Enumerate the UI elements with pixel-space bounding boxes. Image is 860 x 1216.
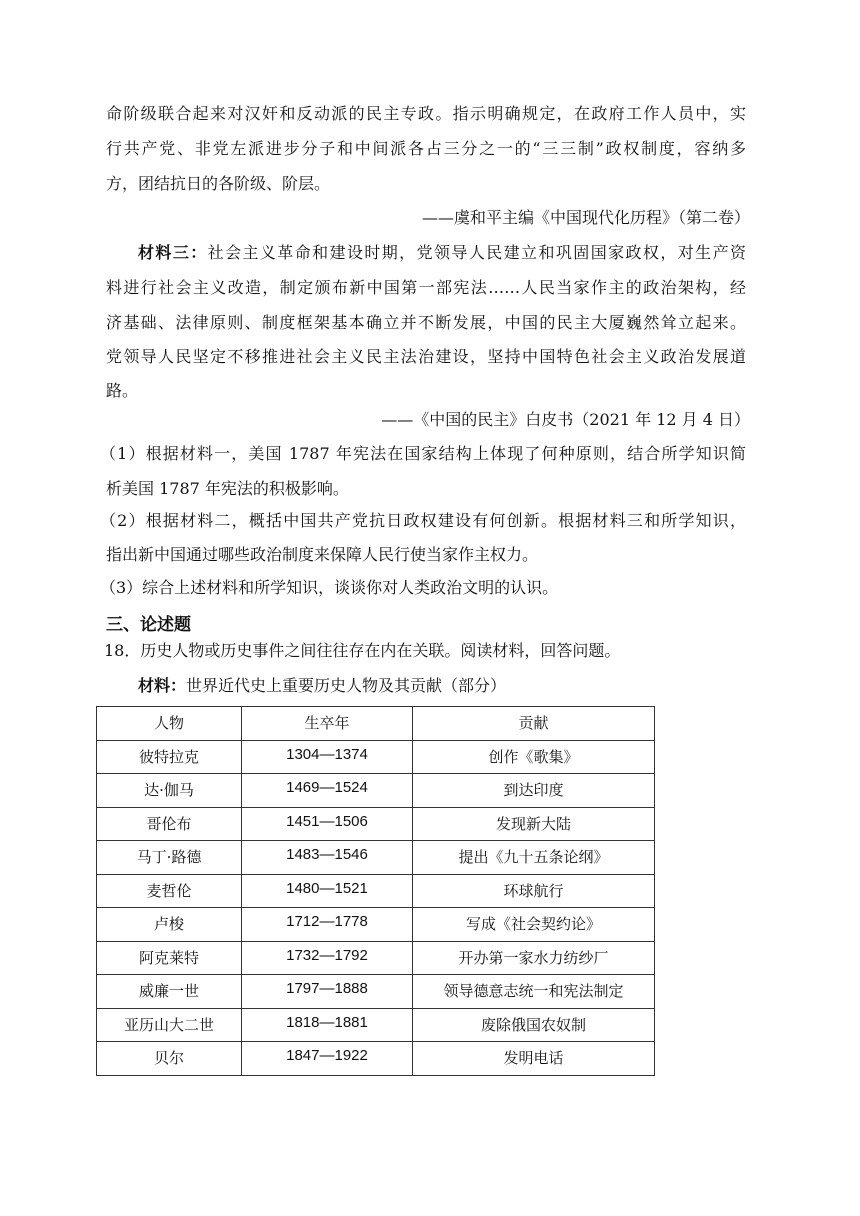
material-intro (138, 676, 506, 696)
table-row (97, 1042, 655, 1076)
years-cell: 1847—1922 (242, 1042, 413, 1076)
question-line: 指出新中国通过哪些政治制度来保障人民行使当家作主权力。 (106, 545, 539, 564)
contribution-cell: 废除俄国农奴制 (413, 1008, 655, 1042)
person-cell: 亚历山大二世 (97, 1008, 242, 1042)
paragraph-line: 方，团结抗日的各阶级、阶层。 (106, 174, 331, 193)
contribution-cell: 提出《九十五条论纲》 (413, 841, 655, 875)
table-row (97, 774, 655, 808)
years-cell: 1797—1888 (242, 975, 413, 1009)
paragraph-line: 料进行社会主义改造，制定颁布新中国第一部宪法……人民当家作主的政治架构，经 (106, 278, 746, 297)
paragraph-line: 命阶级联合起来对汉奸和反动派的民主专政。指示明确规定，在政府工作人员中，实 (106, 104, 746, 123)
person-cell: 达·伽马 (97, 774, 242, 808)
years-cell: 1483—1546 (242, 841, 413, 875)
table-row (97, 874, 655, 908)
source-citation: ——虞和平主编《中国现代化历程》（第二卷） (421, 208, 750, 227)
paragraph-line: 党领导人民坚定不移推进社会主义民主法治建设，坚持中国特色社会主义政治发展道 (106, 347, 746, 366)
person-cell: 麦哲伦 (97, 874, 242, 908)
table-row (97, 975, 655, 1009)
question-18: 18．历史人物或历史事件之间往往存在内在关联。阅读材料，回答问题。 (104, 641, 621, 660)
paragraph-line: 济基础、法律原则、制度框架基本确立并不断发展，中国的民主大厦巍然耸立起来。 (106, 313, 746, 332)
material-three-label: 材料三： (138, 243, 208, 262)
years-cell: 1480—1521 (242, 874, 413, 908)
section-title: 三、论述题 (106, 615, 191, 635)
material-label: 材料： (138, 676, 187, 695)
years-cell: 1712—1778 (242, 908, 413, 942)
header-cell: 人物 (97, 707, 242, 741)
contribution-cell: 环球航行 (413, 874, 655, 908)
question-line: （2）根据材料二，概括中国共产党抗日政权建设有何创新。根据材料三和所学知识， (100, 511, 746, 530)
table-row (97, 1008, 655, 1042)
person-cell: 哥伦布 (97, 807, 242, 841)
header-cell: 生卒年 (242, 707, 413, 741)
material-intro-text: 世界近代史上重要历史人物及其贡献（部分） (186, 676, 507, 695)
contribution-cell: 发明电话 (413, 1042, 655, 1076)
question-line: （1）根据材料一，美国 1787 年宪法在国家结构上体现了何种原则，结合所学知识简 (100, 444, 746, 463)
years-cell: 1469—1524 (242, 774, 413, 808)
material-three-text: 社会主义革命和建设时期，党领导人民建立和巩固国家政权，对生产资 (207, 243, 746, 262)
contribution-cell: 写成《社会契约论》 (413, 908, 655, 942)
person-cell: 卢梭 (97, 908, 242, 942)
contribution-cell: 创作《歌集》 (413, 740, 655, 774)
question-line: （3）综合上述材料和所学知识，谈谈你对人类政治文明的认识。 (100, 578, 559, 597)
years-cell: 1732—1792 (242, 941, 413, 975)
table-row (97, 841, 655, 875)
contribution-cell: 到达印度 (413, 774, 655, 808)
history-figures-table (96, 706, 655, 1076)
years-cell: 1304—1374 (242, 740, 413, 774)
paragraph-line: 路。 (106, 381, 139, 400)
paragraph-line: 行共产党、非党左派进步分子和中间派各占三分之一的“三三制”政权制度，容纳多 (106, 139, 746, 158)
person-cell: 威廉一世 (97, 975, 242, 1009)
person-cell: 彼特拉克 (97, 740, 242, 774)
years-cell: 1451—1506 (242, 807, 413, 841)
table-row (97, 941, 655, 975)
table-row (97, 740, 655, 774)
material-three-first-line (138, 243, 746, 263)
table-row (97, 807, 655, 841)
table-row (97, 908, 655, 942)
table-header-row (97, 707, 655, 741)
contribution-cell: 开办第一家水力纺纱厂 (413, 941, 655, 975)
header-cell: 贡献 (413, 707, 655, 741)
question-line: 析美国 1787 年宪法的积极影响。 (106, 479, 349, 498)
contribution-cell: 发现新大陆 (413, 807, 655, 841)
years-cell: 1818—1881 (242, 1008, 413, 1042)
person-cell: 马丁·路德 (97, 841, 242, 875)
person-cell: 贝尔 (97, 1042, 242, 1076)
source-citation: ——《中国的民主》白皮书（2021 年 12 月 4 日） (381, 410, 750, 429)
contribution-cell: 领导德意志统一和宪法制定 (413, 975, 655, 1009)
person-cell: 阿克莱特 (97, 941, 242, 975)
